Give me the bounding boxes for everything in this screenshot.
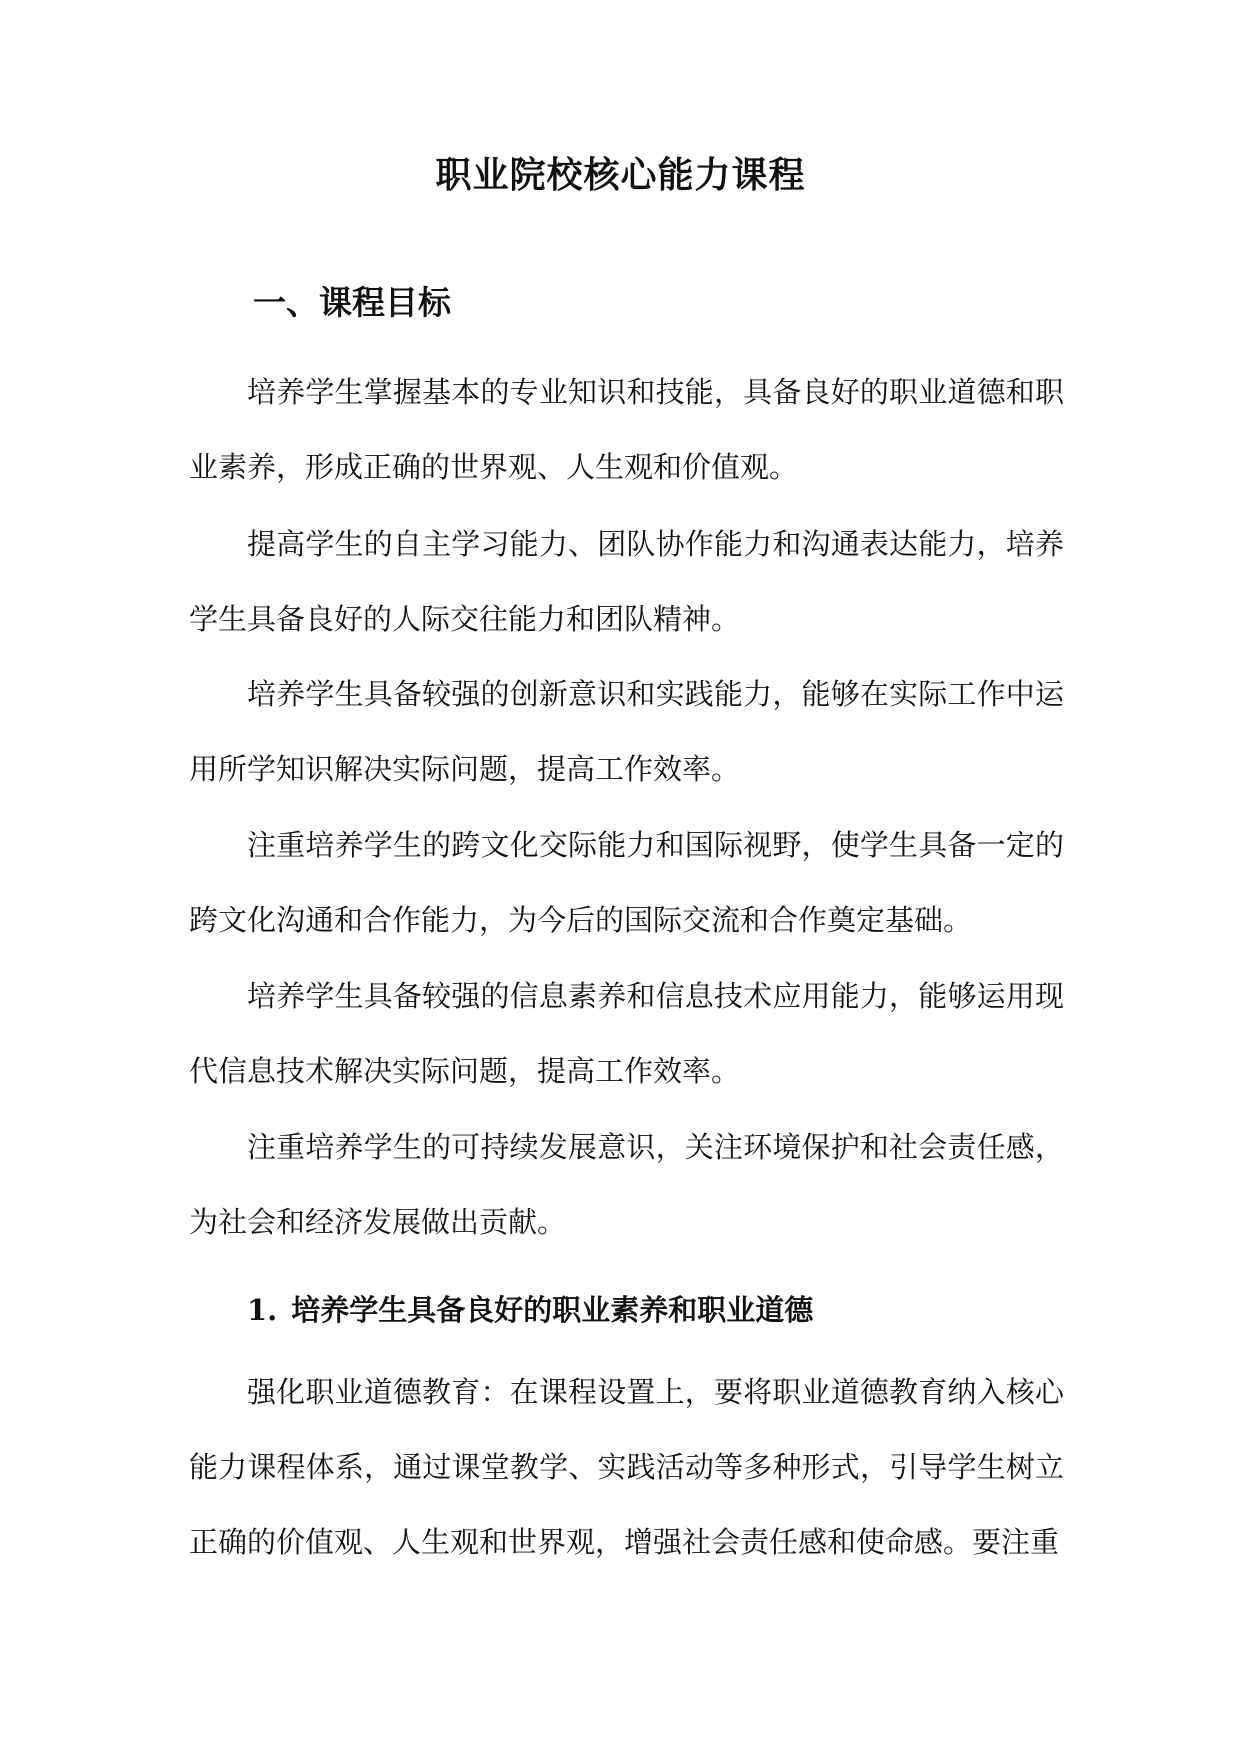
goal-paragraph-6: 注重培养学生的可持续发展意识，关注环境保护和社会责任感，为社会和经济发展做出贡献。 <box>189 1130 1064 1239</box>
goal-paragraph-5: 培养学生具备较强的信息素养和信息技术应用能力，能够运用现代信息技术解决实际问题，提高工作效率。 <box>189 979 1064 1088</box>
subsection-paragraph-1: 强化职业道德教育：在课程设置上，要将职业道德教育纳入核心能力课程体系，通过课堂教学、实践活动等多种形式，引导学生树立正确的价值观、人生观和世界观，增强社会责任感和使命感。要注重 <box>189 1375 1064 1559</box>
goal-paragraph-3: 培养学生具备较强的创新意识和实践能力，能够在实际工作中运用所学知识解决实际问题，提高工作效率。 <box>189 677 1064 786</box>
goal-paragraph-1: 培养学生掌握基本的专业知识和技能，具备良好的职业道德和职业素养，形成正确的世界观、人生观和价值观。 <box>189 375 1064 484</box>
goal-paragraph-4: 注重培养学生的跨文化交际能力和国际视野，使学生具备一定的跨文化沟通和合作能力，为今后的国际交流和合作奠定基础。 <box>189 828 1064 937</box>
section-heading-course-goals: 一、课程目标 <box>253 283 451 322</box>
goal-paragraph-2: 提高学生的自主学习能力、团队协作能力和沟通表达能力，培养学生具备良好的人际交往能力和团队精神。 <box>189 527 1064 636</box>
subsection-number: 1. <box>247 1293 278 1327</box>
subsection-heading-text: 培养学生具备良好的职业素养和职业道德 <box>291 1293 814 1327</box>
document-title: 职业院校核心能力课程 <box>435 154 806 196</box>
subsection-heading-1 <box>247 1290 813 1330</box>
